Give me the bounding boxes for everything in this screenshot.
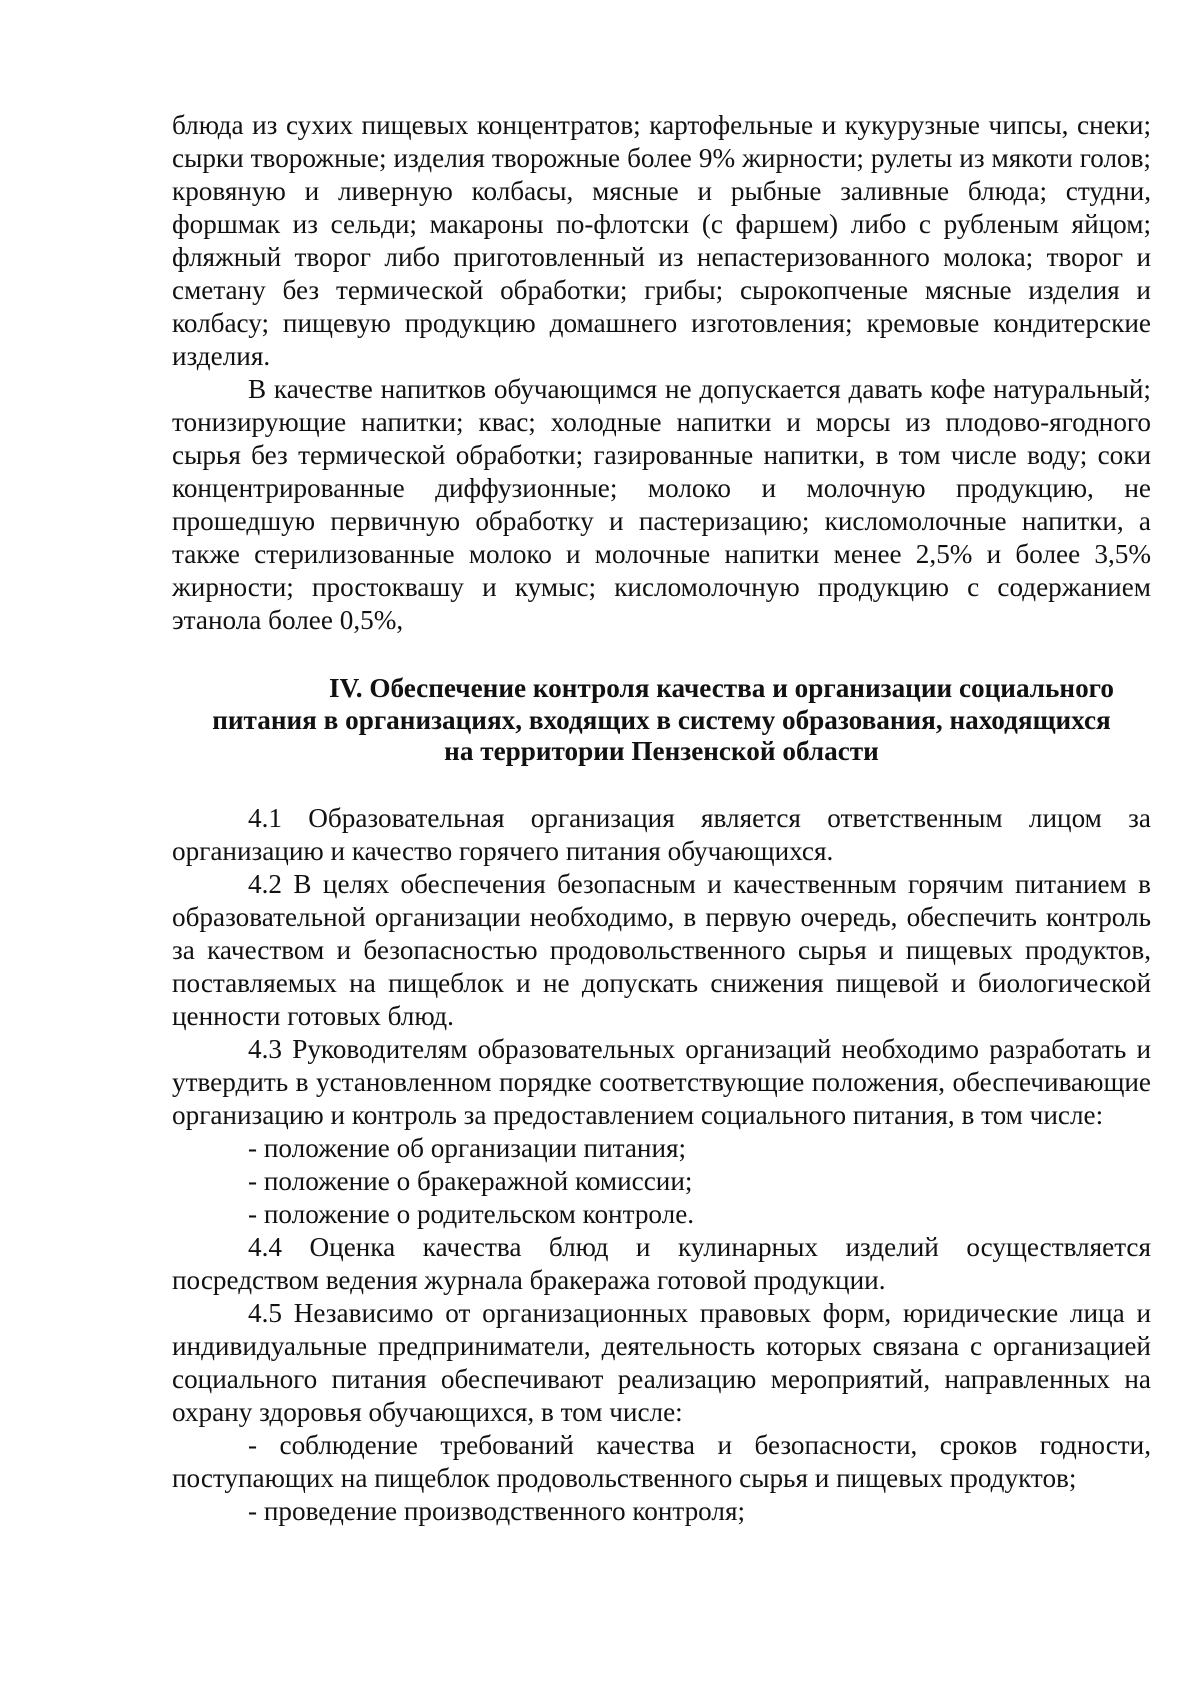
paragraph-4-3: 4.3 Руководителям образовательных организаций необходимо разработать и утвердить в установленном порядке соответствующие положения, обеспечивающие организацию и контроль за предоставлением социального питания, в том числе:	[172, 1033, 1151, 1130]
document-page	[172, 109, 1151, 1528]
paragraph-4-4: 4.4 Оценка качества блюд и кулинарных изделий осуществляется посредством ведения журнала бракеража готовой продукции.	[172, 1231, 1151, 1295]
heading-line: IV. Обеспечение контроля качества и организации социального	[329, 673, 1114, 703]
paragraph-prohibited-drinks: В качестве напитков обучающимся не допускается давать кофе натуральный; тонизирующие напитки; квас; холодные напитки и морсы из плодово-ягодного сырья без термической обработки; газированные напитки, в том числе воду; соки концентрированные диффузионные; молоко и молочную продукцию, не прошедшую первичную обработку и пастеризацию; кисломолочные напитки, а также стерилизованные молоко и молочные напитки менее 2,5% и более 3,5% жирности; простоквашу и кумыс; кисломолочную продукцию с содержанием этанола более 0,5%,	[172, 374, 1151, 635]
section-heading	[172, 673, 1151, 768]
paragraph-4-5-item-1: - соблюдение требований качества и безопасности, сроков годности, поступающих на пищеблок продовольственного сырья и пищевых продуктов;	[172, 1429, 1151, 1493]
list-item: - положение об организации питания;	[248, 1132, 687, 1163]
list-item: - положение о бракеражной комиссии;	[248, 1165, 693, 1196]
paragraph-4-5-item-2: - проведение производственного контроля;	[248, 1495, 746, 1526]
paragraph-4-1: 4.1 Образовательная организация является ответственным лицом за организацию и качество горячего питания обучающихся.	[172, 802, 1151, 866]
paragraph-4-2: 4.2 В целях обеспечения безопасным и качественным горячим питанием в образовательной организации необходимо, в первую очередь, обеспечить контроль за качеством и безопасностью продовольственного сырья и пищевых продуктов, поставляемых на пищеблок и не допускать снижения пищевой и биологической ценности готовых блюд.	[172, 868, 1151, 1031]
paragraph-4-5: 4.5 Независимо от организационных правовых форм, юридические лица и индивидуальные предприниматели, деятельность которых связана с организацией социального питания обеспечивают реализацию мероприятий, направленных на охрану здоровья обучающихся, в том числе:	[172, 1297, 1151, 1427]
paragraph-prohibited-dishes: блюда из сухих пищевых концентратов; картофельные и кукурузные чипсы, снеки; сырки творожные; изделия творожные более 9% жирности; рулеты из мякоти голов; кровяную и ливерную колбасы, мясные и рыбные заливные блюда; студни, форшмак из сельди; макароны по-флотски (с фаршем) либо с рубленым яйцом; фляжный творог либо приготовленный из непастеризованного молока; творог и сметану без термической обработки; грибы; сырокопченые мясные изделия и колбасу; пищевую продукцию домашнего изготовления; кремовые кондитерские изделия.	[172, 110, 1151, 371]
list-item: - положение о родительском контроле.	[248, 1198, 695, 1229]
heading-line: питания в организациях, входящих в систему образования, находящихся	[212, 704, 1111, 735]
heading-line: на территории Пензенской области	[444, 736, 879, 766]
